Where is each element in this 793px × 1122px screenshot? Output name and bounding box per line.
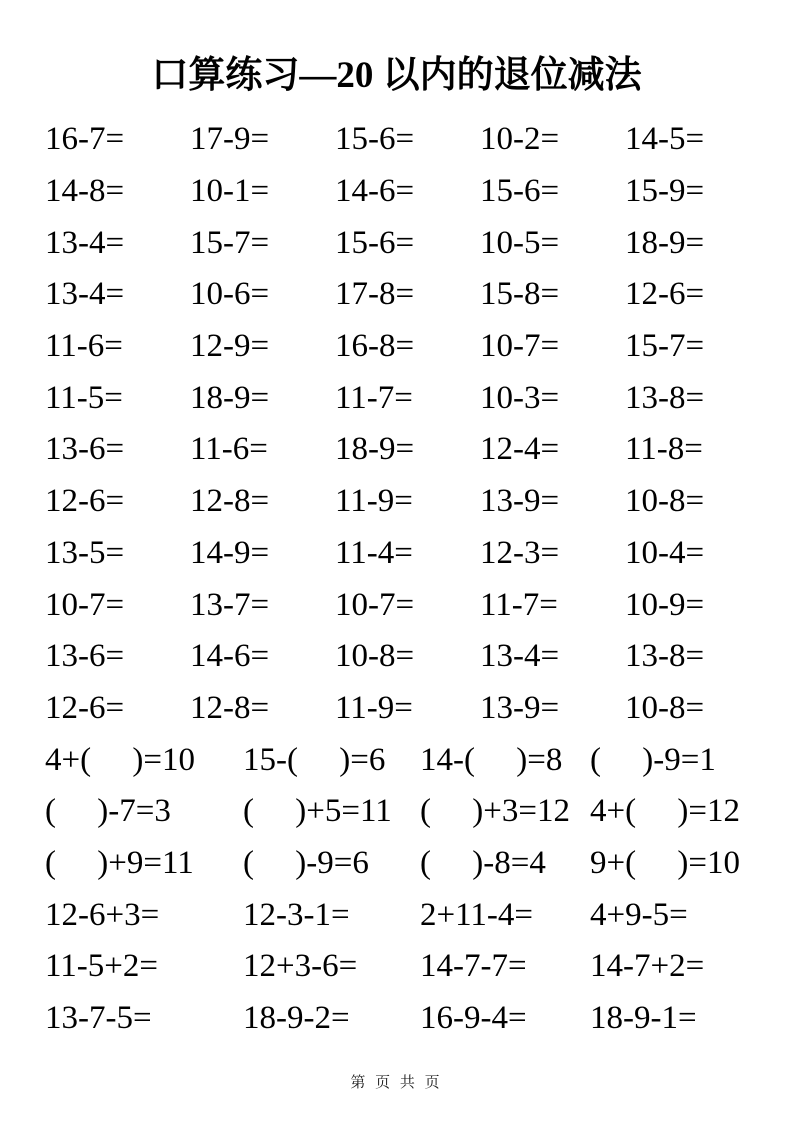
problem-cell: 10-6= — [190, 276, 270, 313]
page-footer: 第 页 共 页 — [350, 1075, 443, 1091]
problem-row — [45, 528, 778, 580]
problem-cell: 15-6= — [335, 121, 415, 158]
problem-cell: 15-7= — [625, 328, 705, 365]
problem-cell: 14-7-7= — [420, 948, 527, 985]
problem-cell: 13-4= — [45, 276, 125, 313]
worksheet-title: 口算练习—20 以内的退位减法 — [151, 55, 642, 96]
problem-row — [45, 424, 778, 476]
problem-cell: 18-9= — [625, 224, 705, 261]
problem-cell: 14-8= — [45, 173, 125, 210]
problem-row — [45, 993, 778, 1045]
problem-row — [45, 941, 778, 993]
problem-cell: 11-8= — [625, 431, 703, 468]
problem-cell: 10-8= — [335, 638, 415, 675]
problem-cell: 13-4= — [480, 638, 560, 675]
problem-row — [45, 786, 778, 838]
problem-cell: 11-5= — [45, 379, 123, 416]
problem-cell: 11-9= — [335, 689, 413, 726]
problem-cell: 12-3-1= — [243, 896, 350, 933]
problem-cell: 11-6= — [190, 431, 268, 468]
problem-cell: 10-8= — [625, 689, 705, 726]
problem-cell: 12-4= — [480, 431, 560, 468]
problem-cell: 10-3= — [480, 379, 560, 416]
problem-row — [45, 372, 778, 424]
problem-cell: 12-6= — [45, 689, 125, 726]
problem-cell: 12-3= — [480, 534, 560, 571]
problem-cell: 12-9= — [190, 328, 270, 365]
problem-cell: 14-9= — [190, 534, 270, 571]
problem-cell: 13-8= — [625, 379, 705, 416]
problem-cell: 16-8= — [335, 328, 415, 365]
problem-cell: 13-5= — [45, 534, 125, 571]
problem-row — [45, 889, 778, 941]
fill-in-blank-section — [45, 734, 778, 889]
problem-cell: 15-( )=6 — [243, 741, 386, 778]
problem-cell: 4+( )=10 — [45, 741, 195, 778]
problem-cell: 11-4= — [335, 534, 413, 571]
problem-cell: 9+( )=10 — [590, 844, 740, 881]
problem-cell: 12-6= — [45, 483, 125, 520]
problem-cell: ( )-9=6 — [243, 844, 369, 881]
problem-cell: 17-9= — [190, 121, 270, 158]
problem-cell: 13-4= — [45, 224, 125, 261]
problem-cell: 14-7+2= — [590, 948, 705, 985]
problem-cell: 10-9= — [625, 586, 705, 623]
problem-cell: 4+9-5= — [590, 896, 688, 933]
problem-cell: 13-7-5= — [45, 1000, 152, 1037]
problem-cell: 18-9-2= — [243, 1000, 350, 1037]
problem-row — [45, 683, 778, 735]
problem-cell: ( )-9=1 — [590, 741, 716, 778]
problem-cell: 14-6= — [335, 173, 415, 210]
problem-cell: 11-7= — [480, 586, 558, 623]
problem-cell: 13-6= — [45, 431, 125, 468]
problem-cell: 10-7= — [480, 328, 560, 365]
problem-cell: 16-9-4= — [420, 1000, 527, 1037]
problem-cell: 14-5= — [625, 121, 705, 158]
problem-cell: 13-8= — [625, 638, 705, 675]
problem-cell: 15-7= — [190, 224, 270, 261]
problem-cell: 18-9= — [190, 379, 270, 416]
problem-cell: 10-7= — [335, 586, 415, 623]
problem-cell: 13-7= — [190, 586, 270, 623]
problem-cell: 10-5= — [480, 224, 560, 261]
problem-cell: 14-( )=8 — [420, 741, 563, 778]
problem-cell: ( )-8=4 — [420, 844, 546, 881]
problem-cell: 17-8= — [335, 276, 415, 313]
problem-cell: 15-6= — [335, 224, 415, 261]
problem-row — [45, 217, 778, 269]
problem-cell: 15-8= — [480, 276, 560, 313]
problem-cell: 12-8= — [190, 689, 270, 726]
problem-row — [45, 166, 778, 218]
problem-row — [45, 321, 778, 373]
problem-cell: 13-9= — [480, 689, 560, 726]
subtraction-problems-section — [45, 114, 778, 734]
problem-cell: 12+3-6= — [243, 948, 358, 985]
problem-cell: ( )-7=3 — [45, 793, 171, 830]
problem-cell: 18-9-1= — [590, 1000, 697, 1037]
mixed-operations-section — [45, 889, 778, 1044]
problem-row — [45, 269, 778, 321]
problem-cell: 12-6= — [625, 276, 705, 313]
problem-cell: 10-7= — [45, 586, 125, 623]
problem-row — [45, 114, 778, 166]
problem-cell: 16-7= — [45, 121, 125, 158]
problem-cell: 13-9= — [480, 483, 560, 520]
problem-cell: 11-7= — [335, 379, 413, 416]
problem-cell: 15-6= — [480, 173, 560, 210]
problem-cell: 14-6= — [190, 638, 270, 675]
problem-cell: 11-9= — [335, 483, 413, 520]
problem-cell: 10-2= — [480, 121, 560, 158]
problem-cell: 10-1= — [190, 173, 270, 210]
problem-row — [45, 631, 778, 683]
problem-cell: 11-5+2= — [45, 948, 158, 985]
problem-cell: 12-6+3= — [45, 896, 160, 933]
problem-cell: 12-8= — [190, 483, 270, 520]
problem-row — [45, 579, 778, 631]
problem-cell: ( )+3=12 — [420, 793, 570, 830]
problem-cell: 10-4= — [625, 534, 705, 571]
problems-area — [45, 114, 778, 1044]
problem-cell: 10-8= — [625, 483, 705, 520]
problem-cell: 2+11-4= — [420, 896, 533, 933]
problem-row — [45, 734, 778, 786]
problem-cell: ( )+9=11 — [45, 844, 194, 881]
problem-cell: 13-6= — [45, 638, 125, 675]
problem-cell: 15-9= — [625, 173, 705, 210]
problem-row — [45, 476, 778, 528]
problem-cell: ( )+5=11 — [243, 793, 392, 830]
problem-row — [45, 838, 778, 890]
problem-cell: 11-6= — [45, 328, 123, 365]
problem-cell: 4+( )=12 — [590, 793, 740, 830]
problem-cell: 18-9= — [335, 431, 415, 468]
